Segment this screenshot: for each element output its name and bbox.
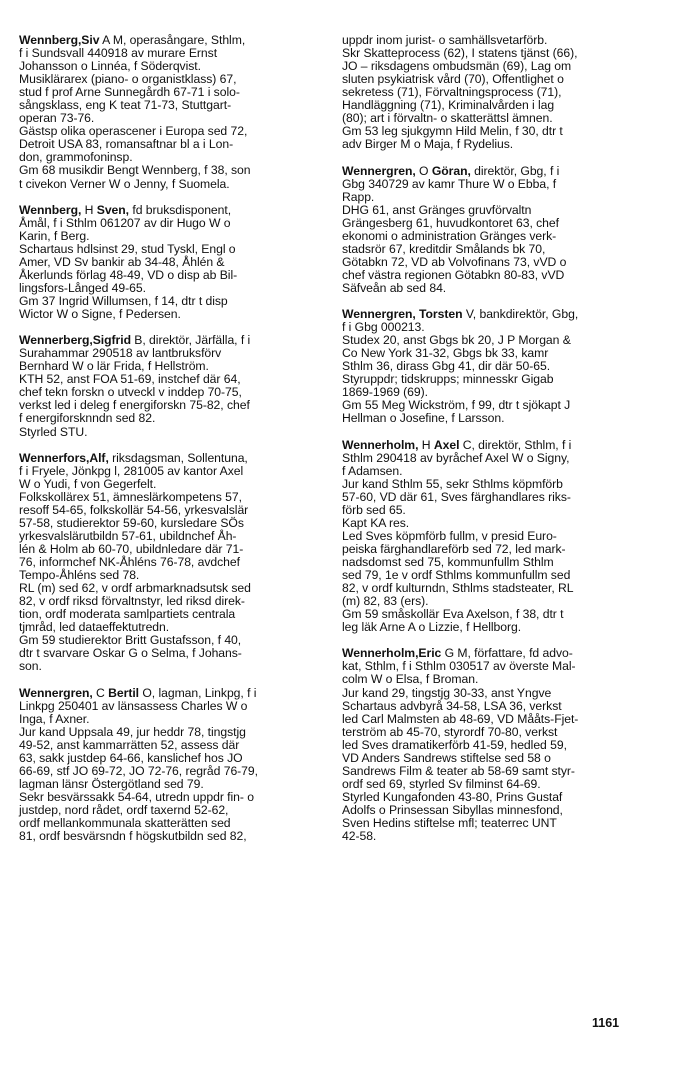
entry-surname: Wennerberg,	[19, 333, 93, 348]
entry-line: nadsdomst sed 75, kommunfullm Sthlm	[342, 555, 554, 570]
entry-line: Gm 68 musikdir Bengt Wennberg, f 38, son	[19, 163, 251, 178]
entry-line: Led Sves köpmförb fullm, v presid Euro-	[342, 528, 557, 543]
entry-line: justdep, nord rådet, ordf taxernd 52-62,	[19, 802, 229, 817]
entry-initials: H	[81, 202, 94, 217]
entry-line: f i Sundsvall 440918 av murare Ernst	[19, 46, 218, 61]
entry-line: Sekr besvärssakk 54-64, utredn uppdr fin- o	[19, 789, 254, 804]
entry-line: Inga, f Axner.	[19, 711, 90, 726]
entry-line: sluten psykiatrisk vård (70), Offentlighet o	[342, 72, 564, 87]
entry-line: peiska färghandlareförb sed 72, led mark-	[342, 541, 566, 556]
entry-line: Styrled STU.	[19, 424, 88, 439]
entry-line: Johansson o Linnéa, f Söderqvist.	[19, 59, 201, 74]
entry-heading-rest: A M, operasångare, Sthlm,	[99, 33, 246, 47]
left-column	[19, 34, 315, 856]
entry-given-name: Alf,	[89, 450, 109, 465]
entry-given-name: Göran,	[431, 163, 471, 178]
entry-line: resoff 54-65, folkskollär 54-56, yrkesvalslär	[19, 502, 249, 517]
entry-line: 76, informchef NK-Åhléns 76-78, avdchef	[19, 555, 240, 570]
entry-line: Jur kand Uppsala 49, jur heddr 78, tingstjg	[19, 724, 246, 739]
entry-surname: Wennerholm,	[342, 437, 419, 452]
entry-line: 57-58, studierektor 59-60, kursledare SÖs	[19, 515, 244, 530]
entry-line: uppdr inom jurist- o samhällsvetarförb.	[342, 33, 548, 47]
entry-surname: Wennberg,	[19, 33, 82, 47]
entry-initials: C	[92, 685, 105, 700]
biography-entry	[342, 647, 640, 843]
entry-line: f energiforsknndn sed 82.	[19, 411, 156, 426]
entry-line: 66-69, stf JO 69-72, JO 72-76, regråd 76-79,	[19, 763, 258, 778]
entry-line: Kapt KA res.	[342, 515, 410, 530]
entry-line: (m) 82, 83 (ers).	[342, 594, 429, 609]
biography-entry	[19, 687, 315, 844]
entry-line: Skr Skatteprocess (62), I statens tjänst (66),	[342, 46, 578, 61]
entry-line: Sven Hedins stiftelse mfl; teaterrec UNT	[342, 816, 557, 830]
entry-line: f i Fryele, Jönkpg l, 281005 av kantor Axel	[19, 463, 244, 478]
entry-line: 57-60, VD där 61, Sves färghandlares riks-	[342, 489, 571, 504]
entry-line: Styrled Kungafonden 43-80, Prins Gustaf	[342, 789, 563, 804]
entry-line: JO – riksdagens ombudsmän (69), Lag om	[342, 59, 572, 74]
entry-line: leg läk Arne A o Lizzie, f Hellborg.	[342, 620, 522, 635]
entry-line: Rapp.	[342, 189, 375, 204]
entry-line: 81, ordf besvärsndn f högskutbildn sed 82,	[19, 829, 247, 844]
entry-line: Bernhard W o lär Frida, f Hellström.	[19, 359, 209, 374]
entry-line: don, grammofoninsp.	[19, 150, 133, 165]
entry-line: 42-58.	[342, 829, 377, 844]
entry-line: operan 73-76.	[19, 111, 95, 126]
entry-line: verkst led i deleg f energiforskn 75-82, chef	[19, 398, 250, 413]
entry-line: Wictor W o Signe, f Pedersen.	[19, 307, 181, 322]
entry-line: Styruppdr; tidskrupps; minnesskr Gigab	[342, 372, 554, 387]
entry-line: Schartaus hdlsinst 29, stud Tyskl, Engl o	[19, 241, 236, 256]
entry-given-name: Eric	[418, 646, 442, 661]
entry-surname: Wennerfors,	[19, 450, 90, 465]
page-number: 1161	[592, 1016, 620, 1030]
entry-surname: Wennergren,	[19, 685, 93, 700]
entry-line: Sandrews Film & teater ab 58-69 samt styr-	[342, 763, 575, 778]
entry-line: förb sed 65.	[342, 502, 406, 517]
entry-given-name: Bertil	[108, 685, 140, 700]
entry-line: chef tekn forskn o utveckl v inddep 70-75,	[19, 385, 242, 400]
entry-line: sekretess (71), Förvaltningsprocess (71),	[342, 85, 562, 100]
biography-entry	[19, 452, 315, 674]
entry-line: terström ab 45-70, styrordf 70-80, verkst	[342, 724, 558, 739]
biography-entry	[342, 439, 640, 635]
entry-line: sed 79, 1e v ordf Sthlms kommunfullm sed	[342, 568, 571, 583]
entry-line: Gm 59 studierektor Britt Gustafsson, f 40,	[19, 633, 242, 648]
entry-heading-rest: O, lagman, Linkpg, f i	[139, 685, 257, 700]
entry-initials: H	[418, 437, 431, 452]
entry-line: Co New York 31-32, Gbgs bk 33, kamr	[342, 346, 549, 361]
entry-line: Surahammar 290518 av lantbruksförv	[19, 346, 222, 361]
entry-heading-rest: riksdagsman, Sollentuna,	[108, 450, 248, 465]
entry-surname: Wennberg,	[19, 202, 82, 217]
biography-entry	[342, 308, 640, 425]
entry-given-name: Sven,	[96, 202, 130, 217]
right-column	[342, 34, 640, 856]
biography-entry	[342, 165, 640, 295]
entry-line: yrkesvalslärutbildn 57-61, ubildnchef Åh-	[19, 528, 237, 543]
entry-line: Handläggning (71), Kriminalvården i lag	[342, 98, 555, 113]
entry-line: Sthlm 290418 av byråchef Axel W o Signy,	[342, 450, 570, 465]
biography-entry	[19, 334, 315, 438]
entry-line: lingsfors-Långed 49-65.	[19, 280, 146, 295]
entry-heading	[342, 439, 640, 452]
entry-heading-rest: V, bankdirektör, Gbg,	[462, 307, 579, 322]
entry-heading-rest: fd bruksdisponent,	[129, 202, 232, 217]
entry-line: Jur kand 29, tingstjg 30-33, anst Yngve	[342, 685, 552, 700]
entry-line: DHG 61, anst Gränges gruvförvaltn	[342, 202, 532, 217]
entry-line: Grängesberg 61, huvudkontoret 63, chef	[342, 215, 559, 230]
entry-heading	[19, 687, 315, 700]
entry-line: kat, Sthlm, f i Sthlm 030517 av överste Mal-	[342, 659, 576, 674]
biography-entry	[19, 204, 315, 321]
entry-line: Karin, f Berg.	[19, 228, 90, 243]
entry-line: Hellman o Josefine, f Larsson.	[342, 411, 505, 426]
entry-line: 1869-1969 (69).	[342, 385, 428, 400]
entry-line: Detroit USA 83, romansaftnar bl a i Lon-	[19, 137, 234, 152]
entry-line: Gm 37 Ingrid Willumsen, f 14, dtr t disp	[19, 293, 228, 308]
entry-surname: Wennergren,	[342, 163, 416, 178]
entry-line: Amer, VD Sv bankir ab 34-48, Åhlén &	[19, 254, 225, 269]
entry-line: Gästsp olika operascener i Europa sed 72,	[19, 124, 248, 139]
entry-line: son.	[19, 659, 42, 674]
entry-line: sångsklass, eng K teat 71-73, Stuttgart-	[19, 98, 232, 113]
entry-line: Linkpg 250401 av länsassess Charles W o	[19, 698, 248, 713]
entry-line: t civekon Verner W o Jenny, f Suomela.	[19, 176, 230, 191]
entry-line: led Sves dramatikerförb 41-59, hedled 59,	[342, 737, 567, 752]
entry-line: tion, ordf moderata samlpartiets centrala	[19, 607, 236, 622]
entry-given-name: Siv	[81, 33, 100, 47]
biography-entry	[342, 34, 640, 151]
entry-heading-rest: direktör, Gbg, f i	[470, 163, 560, 178]
entry-line: Gm 53 leg sjukgymn Hild Melin, f 30, dtr t	[342, 124, 563, 139]
entry-line: Adolfs o Prinsessan Sibyllas minnesfond,	[342, 802, 563, 817]
entry-line: f i Gbg 000213.	[342, 320, 425, 335]
entry-line: 63, sakk justdep 64-66, kanslichef hos JO	[19, 750, 243, 765]
entry-line: tjmråd, led dataeffektutredn.	[19, 620, 170, 635]
entry-surname: Wennergren, Torsten	[342, 307, 463, 322]
entry-line: adv Birger M o Maja, f Rydelius.	[342, 137, 514, 152]
entry-line: Gm 55 Meg Wickström, f 99, dtr t sjökapt J	[342, 398, 571, 413]
entry-line: ekonomi o administration Gränges verk-	[342, 228, 557, 243]
entry-line: VD Anders Sandrews stiftelse sed 58 o	[342, 750, 551, 765]
entry-heading	[19, 204, 315, 217]
entry-line: lén & Holm ab 60-70, ubildnledare där 71-	[19, 541, 244, 556]
entry-line: Gbg 340729 av kamr Thure W o Ebba, f	[342, 176, 557, 191]
entry-line: ordf mellankommunala skatterätten sed	[19, 816, 231, 830]
entry-line: Tempo-Åhléns sed 78.	[19, 568, 140, 583]
entry-line: W o Yudi, f von Gegerfelt.	[19, 476, 157, 491]
entry-line: ordf sed 69, styrled Sv filminst 64-69.	[342, 776, 541, 791]
entry-given-name: Sigfrid	[92, 333, 131, 348]
entry-line: colm W o Elsa, f Broman.	[342, 672, 479, 687]
entry-line: Jur kand Sthlm 55, sekr Sthlms köpmförb	[342, 476, 563, 491]
entry-line: Musiklärarex (piano- o organistklass) 67,	[19, 72, 237, 87]
entry-line: (80); art i förvaltn- o skatterättsl ämnen.	[342, 111, 553, 126]
entry-line: Götabkn 72, VD ab Volvofinans 73, vVD o	[342, 254, 567, 269]
entry-surname: Wennerholm,	[342, 646, 419, 661]
entry-line: led Carl Malmsten ab 48-69, VD Mååts-Fjet-	[342, 711, 579, 726]
entry-line: Åkerlunds förlag 48-49, VD o disp ab Bil-	[19, 267, 238, 282]
entry-line: Folkskollärex 51, ämneslärkompetens 57,	[19, 489, 242, 504]
entry-line: chef västra regionen Götabkn 80-83, vVD	[342, 267, 565, 282]
entry-line: KTH 52, anst FOA 51-69, instchef där 64,	[19, 372, 241, 387]
entry-heading-rest: G M, författare, fd advo-	[441, 646, 573, 661]
entry-line: Sthlm 36, dirass Gbg 41, dir där 50-65.	[342, 359, 551, 374]
entry-line: Schartaus advbyrå 34-58, LSA 36, verkst	[342, 698, 562, 713]
entry-line: 82, v ordf kulturndn, Sthlms stadsteater, RL	[342, 581, 574, 596]
entry-line: dtr t svarvare Oskar G o Selma, f Johans-	[19, 646, 242, 661]
biography-entry	[19, 34, 315, 191]
entry-line: lagman länsr Östergötland sed 79.	[19, 776, 204, 791]
entry-heading	[342, 165, 640, 178]
entry-heading	[19, 452, 315, 465]
entry-line: 82, v ordf riksd förvaltnstyr, led riksd direk-	[19, 594, 245, 609]
entry-line: Gm 59 småskollär Eva Axelson, f 38, dtr t	[342, 607, 564, 622]
entry-line: stud f prof Arne Sunnegårdh 67-71 i solo-	[19, 85, 240, 100]
entry-line: Åmål, f i Sthlm 061207 av dir Hugo W o	[19, 215, 231, 230]
entry-initials: O	[415, 163, 429, 178]
entry-line: stadsrör 67, kreditdir Smålands bk 70,	[342, 241, 546, 256]
entry-heading-rest: B, direktör, Järfälla, f i	[130, 333, 251, 348]
entry-line: Säfveån ab sed 84.	[342, 280, 447, 295]
entry-heading-rest: C, direktör, Sthlm, f i	[459, 437, 572, 452]
entry-line: 49-52, anst kammarrätten 52, assess där	[19, 737, 240, 752]
entry-line: Studex 20, anst Gbgs bk 20, J P Morgan &	[342, 333, 571, 348]
entry-line: f Adamsen.	[342, 463, 403, 478]
entry-line: RL (m) sed 62, v ordf arbmarknadsutsk sed	[19, 581, 251, 596]
entry-given-name: Axel	[433, 437, 460, 452]
